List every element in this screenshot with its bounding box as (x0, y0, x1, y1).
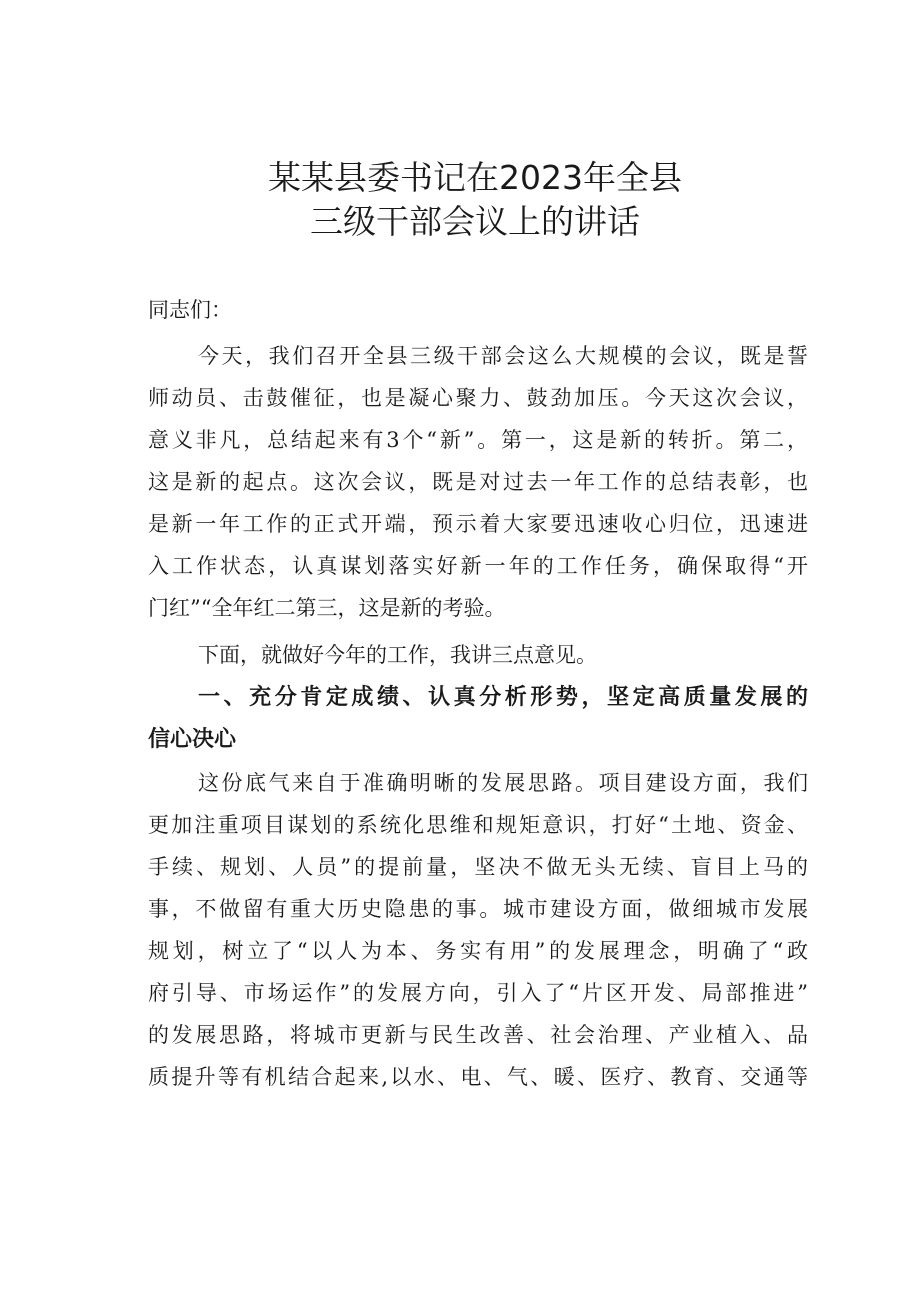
paragraph-3-line-8: 质提升等有机结合起来,以水、电、气、暖、医疗、教育、交通等 (148, 1065, 808, 1089)
paragraph-3-line-5: 规划，树立了“以人为本、务实有用”的发展理念，明确了“政 (148, 939, 808, 963)
paragraph-3-line-3: 手续、规划、人员”的提前量，坚决不做无头无续、盲目上马的 (148, 855, 808, 879)
paragraph-1-line-1: 今天，我们召开全县三级干部会这么大规模的会议，既是誓 (198, 344, 808, 368)
section-heading-1-line-2: 信心决心 (148, 727, 237, 752)
paragraph-3-line-4: 事，不做留有重大历史隐患的事。城市建设方面，做细城市发展 (148, 897, 808, 921)
paragraph-1-line-2: 师动员、击鼓催征，也是凝心聚力、鼓劲加压。今天这次会议， (148, 386, 808, 410)
paragraph-1-line-3: 意义非凡，总结起来有3个“新”。第一，这是新的转折。第二， (148, 428, 808, 452)
document-title-line-2: 三级干部会议上的讲话 (310, 202, 640, 241)
section-heading-1-line-1: 一、充分肯定成绩、认真分析形势，坚定高质量发展的 (198, 685, 808, 710)
paragraph-2-line-1: 下面，就做好今年的工作，我讲三点意见。 (198, 643, 597, 667)
paragraph-3-line-7: 的发展思路，将城市更新与民生改善、社会治理、产业植入、品 (148, 1023, 808, 1047)
paragraph-1-line-5: 是新一年工作的正式开端，预示着大家要迅速收心归位，迅速进 (148, 512, 808, 536)
paragraph-3-line-2: 更加注重项目谋划的系统化思维和规矩意识，打好“土地、资金、 (148, 813, 808, 837)
paragraph-3-line-6: 府引导、市场运作”的发展方向，引入了“片区开发、局部推进” (148, 981, 808, 1005)
paragraph-1-line-6: 入工作状态，认真谋划落实好新一年的工作任务，确保取得“开 (148, 554, 808, 578)
paragraph-1-line-7: 门红”“全年红二第三，这是新的考验。 (148, 596, 506, 620)
paragraph-3-line-1: 这份底气来自于准确明晰的发展思路。项目建设方面，我们 (198, 771, 808, 795)
salutation: 同志们： (148, 298, 232, 322)
paragraph-1-line-4: 这是新的起点。这次会议，既是对过去一年工作的总结表彰，也 (148, 470, 808, 494)
document-title-line-1: 某某县委书记在2023年全县 (268, 158, 682, 197)
